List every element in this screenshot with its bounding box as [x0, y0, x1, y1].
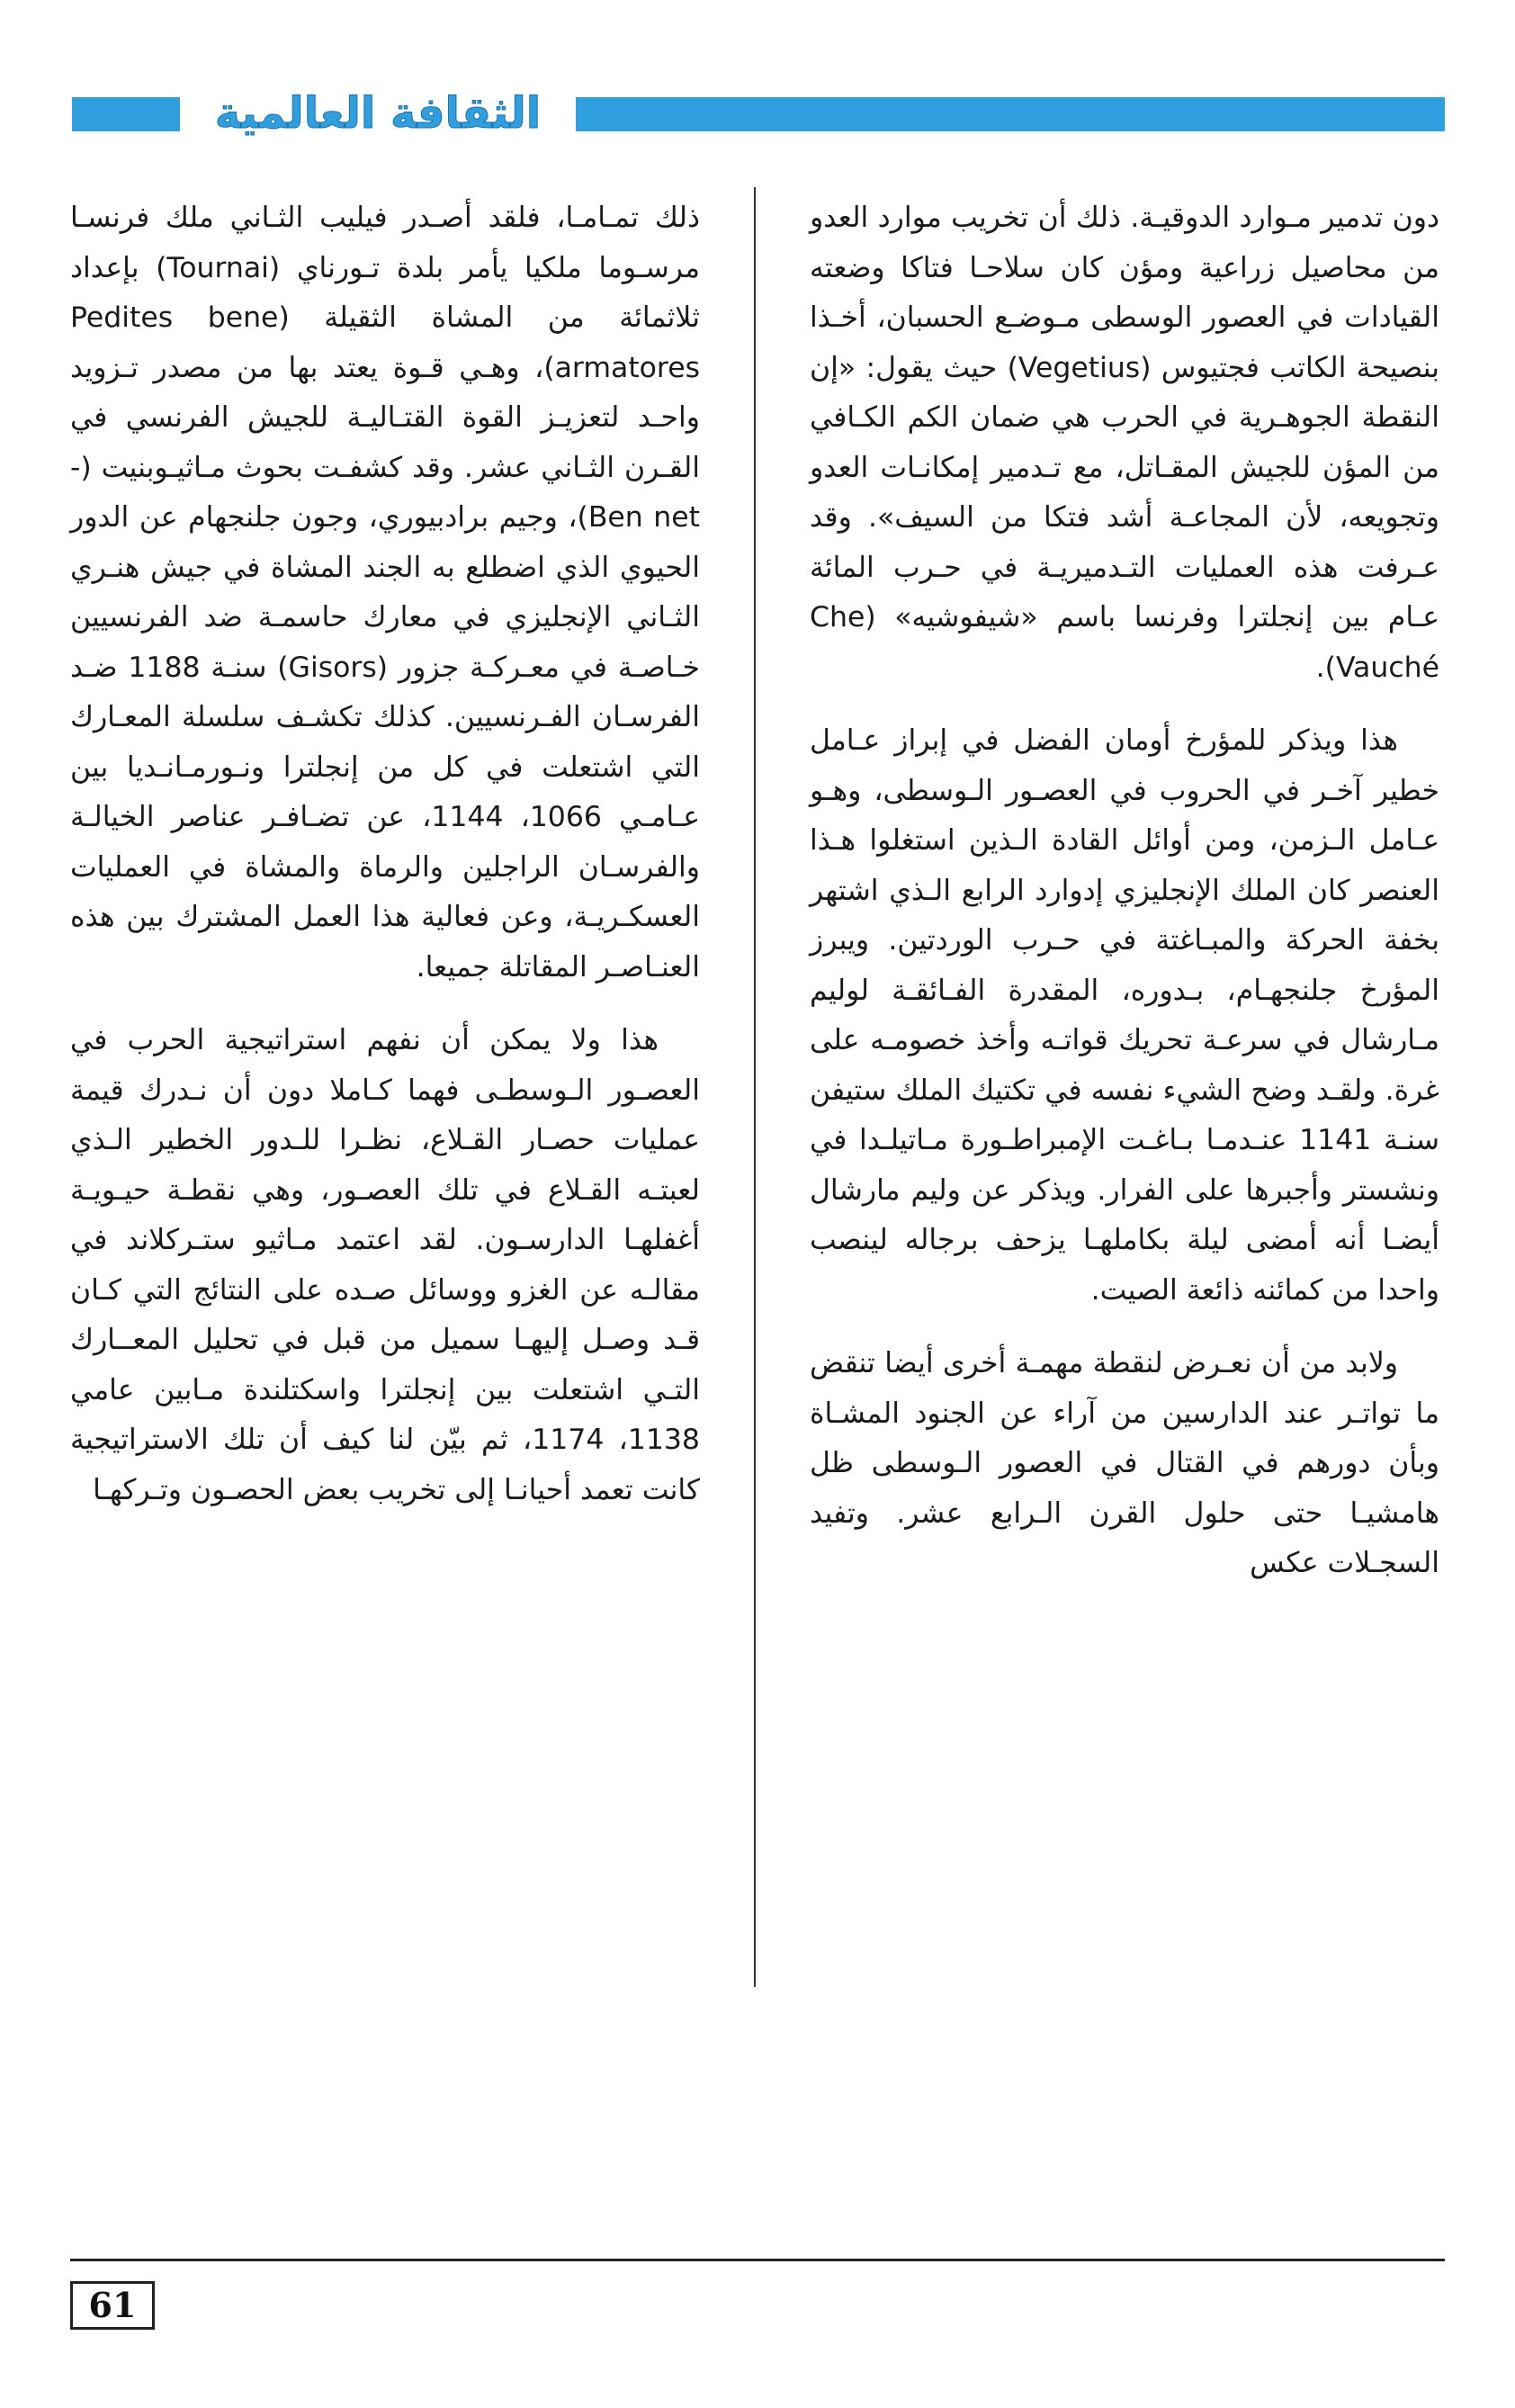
- paragraph: هذا ويذكر للمؤرخ أومان الفضل في إبراز عـامل خطير آخـر في الحروب في العصـور الـوسطى، وهـو عـامل الـزمن، ومن أوائل القادة الـذين استغلوا هـذا العنصر كان الملك الإنجليزي إدوارد الرابع الـذي اشتهر بخفة الحركة والمبـاغتة في حـرب الوردتين. ويبرز المؤرخ جلنجهـام، بـدوره، المقدرة الفـائقـة لوليم مـارشال في سرعـة تحريك قواتـه وأخذ خصومـه على غرة. ولقـد وضح الشيء نفسه في تكتيك الملك ستيفن سنـة 1141 عنـدمـا بـاغـت الإمبراطـورة مـاتيلـدا في ونشستر وأجبرها على الفرار. ويذكر عن وليم مارشال أيضـا أنه أمضى ليلة بكاملهـا يزحف برجاله لينصب واحدا من كمائنه ذائعة الصيت.: [810, 724, 1440, 1307]
- footer-rule: [70, 2259, 1445, 2261]
- article-column-right: [810, 193, 1439, 1613]
- section-title: الثقافة العالمية: [214, 88, 542, 139]
- page-number: 61: [70, 2281, 155, 2330]
- paragraph: دون تدمير مـوارد الدوقيـة. ذلك أن تخريب موارد العدو من محاصيل زراعية ومؤن كان سلاحـا فتاكا وضعته القيادات في العصور الوسطى مـوضـع الحسبان، أخـذا بنصيحة الكاتب فجتيوس (Vegetius) حيث يقول: «إن النقطة الجوهـرية في الحرب هي ضمان الكم الكـافي من المؤن للجيش المقـاتل، مع تـدمير إمكانـات العدو وتجويعه، لأن المجاعـة أشد فتكا من السيف». وقد عـرفت هذه العمليات التـدميريـة في حـرب المائة عـام بين إنجلترا وفرنسا باسم «شيفوشيه» (Che Vauché).: [810, 202, 1439, 684]
- article-column-left: [70, 193, 700, 1539]
- paragraph: ذلك تمـامـا، فلقد أصـدر فيليب الثـاني ملك فرنسـا مرسـوما ملكيا يأمر بلدة تـورناي (Tournai) بإعداد ثلاثمائة من المشاة الثقيلة (Pedites bene armatores)، وهـي قـوة يعتد بها من مصدر تـزويد واحـد لتعزيـز القوة القتـاليـة للجيش الفرنسي في القـرن الثـاني عشر. وقد كشفـت بحوث مـاثيـوبنيت (-Ben net)، وجيم برادبيوري، وجون جلنجهام عن الدور الحيوي الذي اضطلع به الجند المشاة في جيش هنـري الثـاني الإنجليزي في معارك حاسمـة ضد الفرنسيين خـاصـة في معـركـة جزور (Gisors) سنـة 1188 ضـد الفرسـان الفـرنسيين. كذلك تكشـف سلسلة المعـارك التي اشتعلت في كل من إنجلترا ونـورمـانـديا بين عـامـي 1066، 1144، عن تضـافـر عناصر الخيالـة والفرسـان الراجلين والرماة والمشاة في العمليات العسكـريـة، وعن فعالية هذا العمل المشترك بين هذه العنـاصـر المقاتلة جميعا.: [70, 202, 701, 984]
- column-divider: [754, 187, 756, 1987]
- paragraph: ولابد من أن نعـرض لنقطة مهمـة أخرى أيضا تنقض ما تواتـر عند الدارسين من آراء عن الجنود المشـاة وبأن دورهم في القتال في العصور الـوسطى ظل هامشيـا حتى حلول القرن الـرابع عشر. وتفيد السجـلات عكس: [810, 1347, 1439, 1579]
- paragraph: هذا ولا يمكن أن نفهم استراتيجية الحرب في العصـور الـوسطـى فهما كـاملا دون أن نـدرك قيمة عمليات حصـار القـلاع، نظـرا للـدور الخطير الـذي لعبتـه القـلاع في تلك العصـور، وهي نقطـة حيـويـة أغفلهـا الدارسـون. لقد اعتمد مـاثيو ستـركلاند في مقالـه عن الغزو ووسائل صـده على النتائج التي كـان قـد وصـل إليهـا سميل من قبل في تحليل المعــارك التـي اشتعلت بين إنجلترا واسكتلندة مـابين عامي 1138، 1174، ثم بيّن لنا كيف أن تلك الاستراتيجية كانت تعمد أحيانـا إلى تخريب بعض الحصـون وتـركهـا: [70, 1024, 700, 1506]
